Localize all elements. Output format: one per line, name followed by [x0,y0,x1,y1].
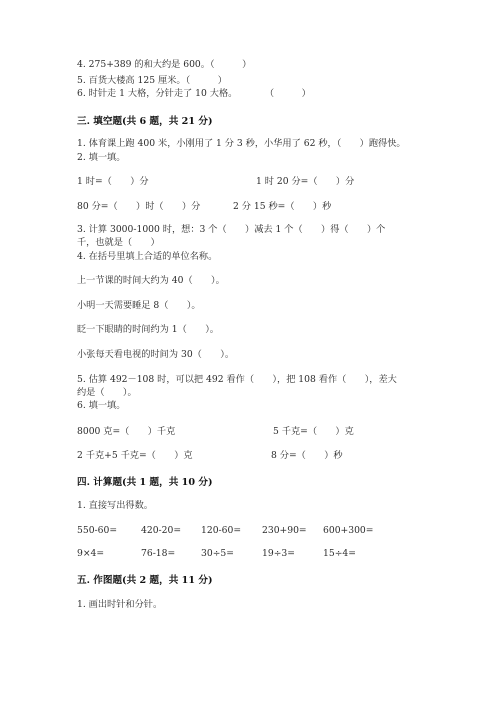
fill-q2-b: 1 时 20 分=（ ）分 [256,176,355,187]
fill-q6-b: 5 千克=（ ）克 [273,426,354,437]
fill-q5-line2: 约是（ ）。 [77,387,137,398]
fill-q4-d: 小张每天看电视的时间为 30（ ）。 [77,349,235,360]
fill-q2-c: 80 分=（ ）时（ ）分 [77,201,201,212]
calc-item: 15÷4= [323,548,356,559]
fill-q2-d: 2 分 15 秒=（ ）秒 [233,201,332,212]
section-4-heading: 四. 计算题(共 1 题，共 10 分) [77,477,213,488]
fill-q4-c: 眨一下眼睛的时间约为 1（ ）。 [77,324,219,335]
fill-q3-line1: 3. 计算 3000-1000 时，想：3 个（ ）减去 1 个（ ）得（ ）个 [77,224,386,235]
calc-item: 550-60= [77,525,118,536]
calc-item: 120-60= [201,525,242,536]
judge-item-5: 5. 百货大楼高 125 厘米。（ ） [77,75,227,86]
fill-q4: 4. 在括号里填上合适的单位名称。 [77,251,218,262]
calc-q1: 1. 直接写出得数。 [77,500,153,511]
fill-q6-a: 8000 克=（ ）千克 [77,426,176,437]
fill-q1: 1. 体育课上跑 400 米，小刚用了 1 分 3 秒，小华用了 62 秒，（ ）跑得快。 [77,138,406,149]
fill-q4-a: 上一节课的时间大约为 40（ ）。 [77,275,225,286]
calc-item: 19÷3= [262,548,295,559]
fill-q2: 2. 填一填。 [77,152,126,163]
section-3-heading: 三. 填空题(共 6 题，共 21 分) [77,116,213,127]
fill-q6-d: 8 分=（ ）秒 [271,450,343,461]
calc-item: 9×4= [77,548,105,559]
fill-q6-c: 2 千克+5 千克=（ ）克 [77,450,193,461]
calc-item: 76-18= [141,548,176,559]
calc-item: 230+90= [262,525,307,536]
fill-q3-line2: 千，也就是（ ） [77,237,160,248]
fill-q4-b: 小明一天需要睡足 8（ ）。 [77,300,201,311]
judge-item-4: 4. 275+389 的和大约是 600。（ ） [77,59,252,70]
fill-q5-line1: 5. 估算 492－108 时，可以把 492 看作（ ），把 108 看作（ ），差大 [77,374,397,385]
section-5-heading: 五. 作图题(共 2 题，共 11 分) [77,575,213,586]
fill-q6: 6. 填一填。 [77,400,126,411]
calc-item: 600+300= [323,525,374,536]
calc-item: 420-20= [141,525,182,536]
calc-item: 30÷5= [201,548,234,559]
fill-q2-a: 1 时=（ ）分 [77,176,149,187]
judge-item-6: 6. 时针走 1 大格，分针走了 10 大格。 （ ） [77,88,311,99]
draw-q1: 1. 画出时针和分针。 [77,599,163,610]
